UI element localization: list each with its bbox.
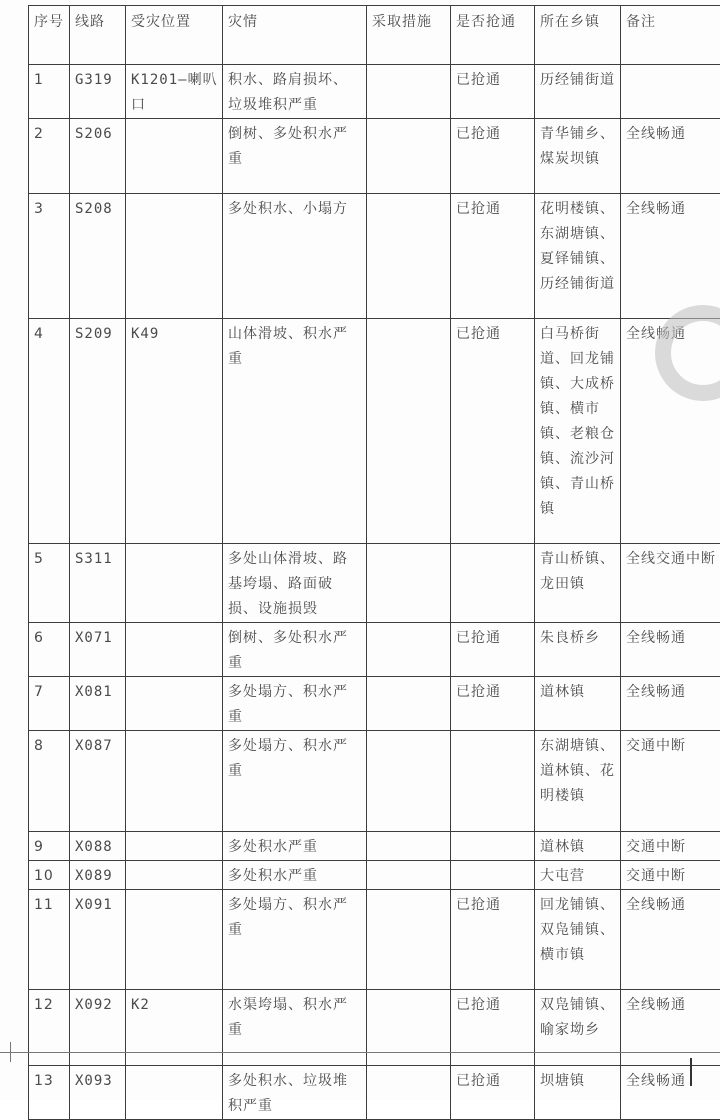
header-no: 序号: [29, 6, 70, 65]
header-route: 线路: [70, 6, 126, 65]
cell-measures: [367, 677, 451, 731]
cell-measures: [367, 319, 451, 544]
cell-location: [126, 119, 223, 194]
cell-location: [126, 194, 223, 319]
cell-remarks: 全线畅通: [621, 623, 720, 677]
cell-measures: [367, 861, 451, 890]
table-header: [29, 6, 720, 65]
table-row: [29, 623, 720, 677]
cell-township: 白马桥街道、回龙铺镇、大成桥镇、横市镇、老粮仓镇、流沙河镇、青山桥镇: [535, 319, 621, 544]
cell-location: [126, 731, 223, 832]
cell-measures: [367, 544, 451, 623]
cell-cleared: 已抢通: [451, 1066, 535, 1120]
cell-remarks: 全线交通中断: [621, 544, 720, 623]
table-row: [29, 194, 720, 319]
cell-cleared: 已抢通: [451, 623, 535, 677]
cell-township: 青华铺乡、煤炭坝镇: [535, 119, 621, 194]
cell-remarks: 全线畅通: [621, 890, 720, 990]
cell-township: 历经铺街道: [535, 65, 621, 119]
cell-disaster: 多处塌方、积水严重: [223, 890, 367, 990]
cell-remarks: 全线畅通: [621, 990, 720, 1066]
cell-cleared: 已抢通: [451, 890, 535, 990]
cell-measures: [367, 65, 451, 119]
cell-location: [126, 677, 223, 731]
cell-no: 13: [29, 1066, 70, 1120]
header-township: 所在乡镇: [535, 6, 621, 65]
cell-no: 2: [29, 119, 70, 194]
cell-route: X071: [70, 623, 126, 677]
cell-cleared: [451, 731, 535, 832]
cell-disaster: 水渠垮塌、积水严重: [223, 990, 367, 1066]
cell-route: G319: [70, 65, 126, 119]
cell-remarks: 交通中断: [621, 861, 720, 890]
cell-route: S208: [70, 194, 126, 319]
cell-route: S209: [70, 319, 126, 544]
cell-location: K1201—喇叭口: [126, 65, 223, 119]
cell-no: 5: [29, 544, 70, 623]
cell-cleared: 已抢通: [451, 677, 535, 731]
cell-township: 朱良桥乡: [535, 623, 621, 677]
cell-township: 东湖塘镇、道林镇、花明楼镇: [535, 731, 621, 832]
cell-no: 12: [29, 990, 70, 1066]
cell-cleared: 已抢通: [451, 990, 535, 1066]
cell-route: X091: [70, 890, 126, 990]
cell-disaster: 山体滑坡、积水严重: [223, 319, 367, 544]
cell-township: 回龙铺镇、双凫铺镇、横市镇: [535, 890, 621, 990]
table-row: [29, 544, 720, 623]
cell-remarks: 全线畅通: [621, 1066, 720, 1120]
cell-cleared: [451, 861, 535, 890]
cell-cleared: 已抢通: [451, 319, 535, 544]
cell-disaster: 积水、路肩损坏、垃圾堆积严重: [223, 65, 367, 119]
cell-township: 道林镇: [535, 832, 621, 861]
cell-township: 大屯营: [535, 861, 621, 890]
cell-remarks: 交通中断: [621, 832, 720, 861]
cell-remarks: [621, 65, 720, 119]
table-row: [29, 990, 720, 1066]
cell-no: 6: [29, 623, 70, 677]
cell-route: X093: [70, 1066, 126, 1120]
cell-no: 9: [29, 832, 70, 861]
cell-cleared: [451, 832, 535, 861]
cell-measures: [367, 194, 451, 319]
cell-measures: [367, 119, 451, 194]
table-row: [29, 731, 720, 832]
page-edge-tick-right: [690, 1058, 692, 1086]
table-row: [29, 890, 720, 990]
cell-no: 11: [29, 890, 70, 990]
cell-remarks: 全线畅通: [621, 194, 720, 319]
cell-disaster: 多处塌方、积水严重: [223, 731, 367, 832]
header-remarks: 备注: [621, 6, 720, 65]
table-row: [29, 1066, 720, 1120]
table-row: [29, 319, 720, 544]
cell-location: [126, 544, 223, 623]
header-row: [29, 6, 720, 65]
cell-remarks: 全线畅通: [621, 677, 720, 731]
header-location: 受灾位置: [126, 6, 223, 65]
cell-township: 坝塘镇: [535, 1066, 621, 1120]
cell-location: [126, 832, 223, 861]
cell-cleared: 已抢通: [451, 65, 535, 119]
cell-measures: [367, 890, 451, 990]
cell-disaster: 多处积水、小塌方: [223, 194, 367, 319]
cell-township: 道林镇: [535, 677, 621, 731]
cell-measures: [367, 623, 451, 677]
cell-no: 4: [29, 319, 70, 544]
cell-route: X092: [70, 990, 126, 1066]
cell-no: 10: [29, 861, 70, 890]
table-body: [29, 65, 720, 1120]
table-row: [29, 861, 720, 890]
table-row: [29, 832, 720, 861]
cell-location: [126, 623, 223, 677]
cell-route: X089: [70, 861, 126, 890]
cell-township: 双凫铺镇、喻家坳乡: [535, 990, 621, 1066]
cell-location: [126, 1066, 223, 1120]
cell-route: X088: [70, 832, 126, 861]
cell-cleared: 已抢通: [451, 119, 535, 194]
cell-disaster: 倒树、多处积水严重: [223, 119, 367, 194]
cell-remarks: 全线畅通: [621, 319, 720, 544]
cell-location: K49: [126, 319, 223, 544]
header-disaster: 灾情: [223, 6, 367, 65]
cell-no: 3: [29, 194, 70, 319]
cell-route: X081: [70, 677, 126, 731]
cell-township: 青山桥镇、龙田镇: [535, 544, 621, 623]
cell-disaster: 多处积水严重: [223, 861, 367, 890]
header-cleared: 是否抢通: [451, 6, 535, 65]
cell-remarks: 交通中断: [621, 731, 720, 832]
cell-route: S311: [70, 544, 126, 623]
page-edge-line: [0, 1052, 720, 1053]
cell-disaster: 倒树、多处积水严重: [223, 623, 367, 677]
cell-cleared: [451, 544, 535, 623]
cell-location: [126, 861, 223, 890]
cell-no: 1: [29, 65, 70, 119]
cell-disaster: 多处山体滑坡、路基垮塌、路面破损、设施损毁: [223, 544, 367, 623]
cell-route: X087: [70, 731, 126, 832]
cell-disaster: 多处积水严重: [223, 832, 367, 861]
table-row: [29, 119, 720, 194]
cell-location: K2: [126, 990, 223, 1066]
table-row: [29, 677, 720, 731]
cell-measures: [367, 731, 451, 832]
header-measures: 采取措施: [367, 6, 451, 65]
cell-township: 花明楼镇、东湖塘镇、夏铎铺镇、历经铺街道: [535, 194, 621, 319]
cell-disaster: 多处积水、垃圾堆积严重: [223, 1066, 367, 1120]
cell-no: 7: [29, 677, 70, 731]
table-row: [29, 65, 720, 119]
cell-cleared: 已抢通: [451, 194, 535, 319]
cell-measures: [367, 832, 451, 861]
cell-measures: [367, 1066, 451, 1120]
cell-measures: [367, 990, 451, 1066]
page-edge-tick-left: [10, 1042, 11, 1062]
road-disaster-table: [28, 5, 720, 1120]
cell-location: [126, 890, 223, 990]
cell-remarks: 全线畅通: [621, 119, 720, 194]
cell-disaster: 多处塌方、积水严重: [223, 677, 367, 731]
cell-no: 8: [29, 731, 70, 832]
cell-route: S206: [70, 119, 126, 194]
